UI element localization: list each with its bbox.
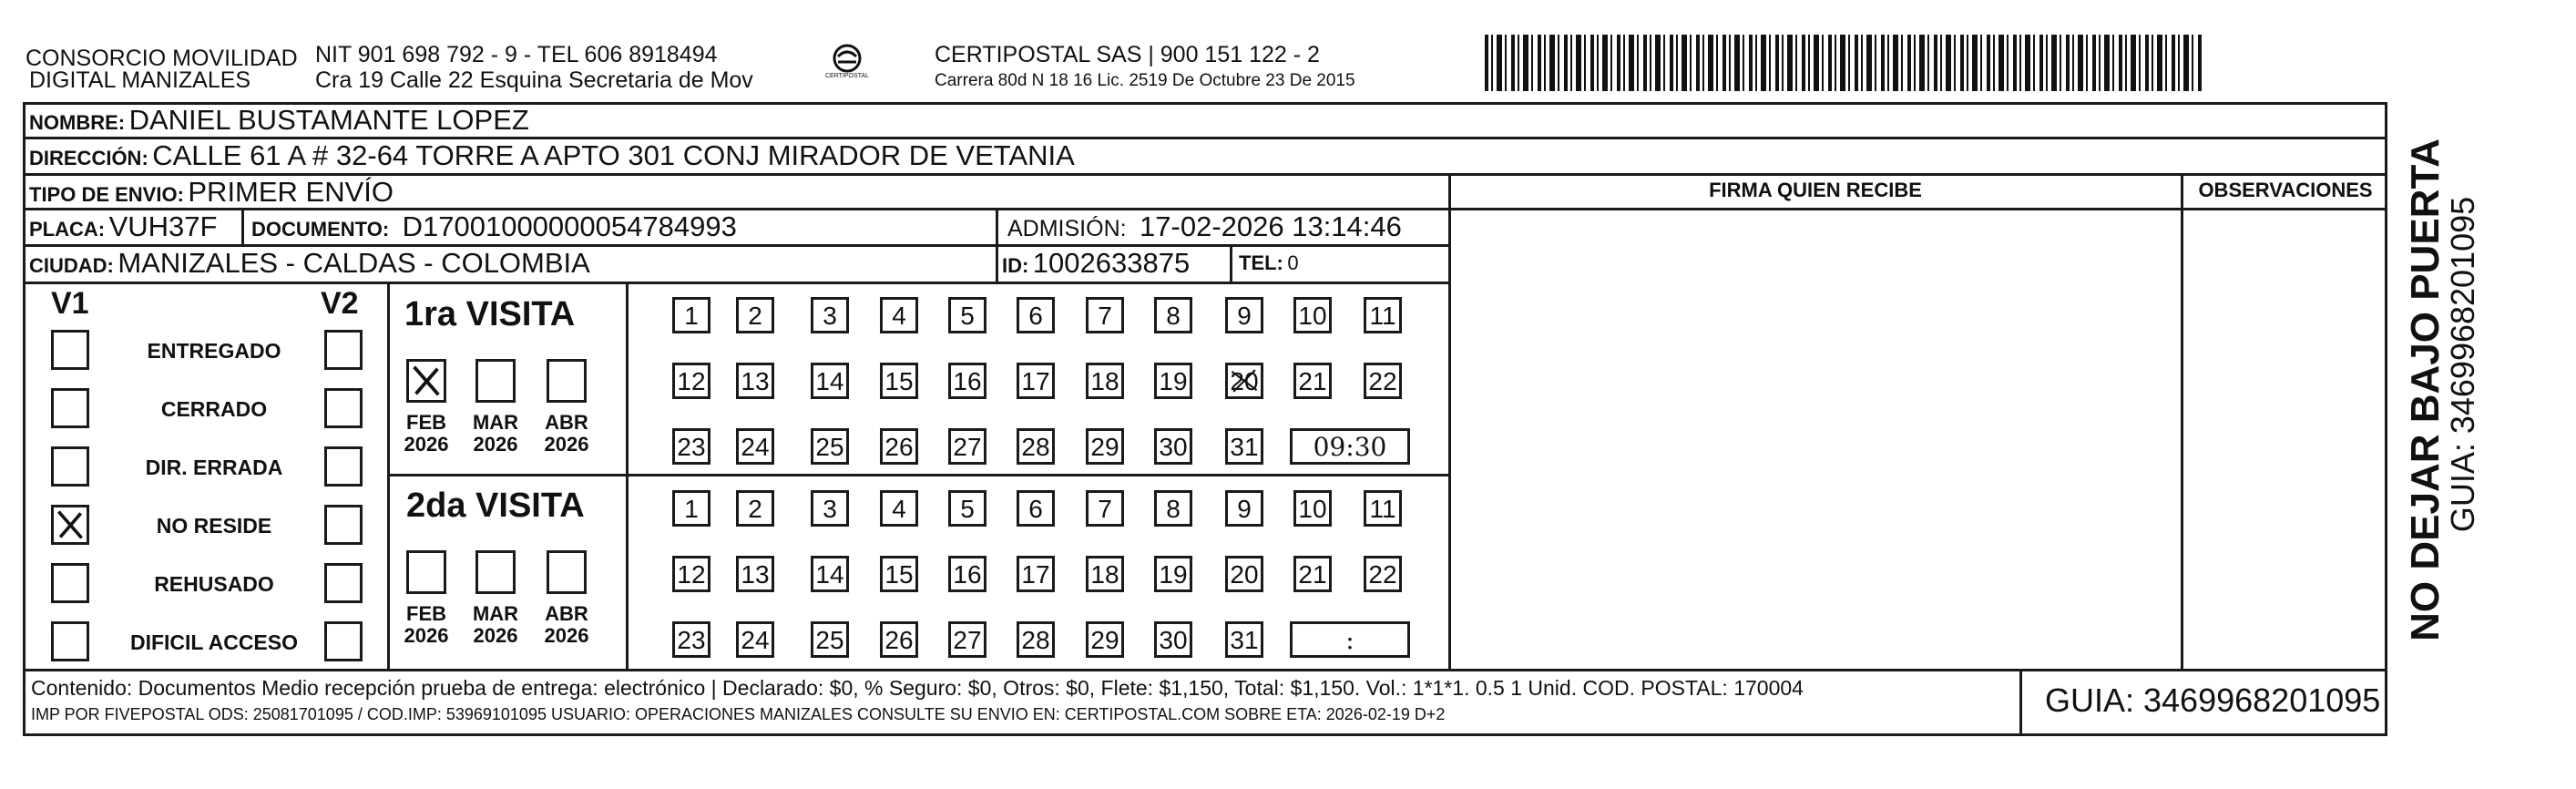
visit2-day-11[interactable] (1364, 490, 1402, 527)
logo-caption: CERTIPOSTAL (825, 73, 869, 79)
visit1-day-19[interactable] (1154, 363, 1192, 399)
month-name: ABR (545, 411, 588, 434)
day-number: 24 (741, 433, 770, 461)
v1-header: V1 (51, 286, 89, 321)
visit2-day-14[interactable] (811, 556, 849, 592)
visit2-day-29[interactable] (1086, 621, 1124, 658)
visit2-day-25[interactable] (811, 621, 849, 658)
day-number: 30 (1159, 626, 1188, 654)
visit2-month-checkbox[interactable] (475, 550, 516, 594)
visit2-day-7[interactable] (1086, 490, 1124, 527)
status-label: CERRADO (160, 397, 268, 421)
day-number: 29 (1090, 626, 1119, 654)
visit1-day-23[interactable] (672, 428, 710, 465)
month-year: 2026 (544, 624, 589, 647)
visit2-day-5[interactable] (948, 490, 986, 527)
visit1-day-12[interactable] (672, 363, 710, 399)
day-number: 14 (815, 367, 844, 395)
day-number: 11 (1369, 302, 1396, 330)
month-name: FEB (406, 602, 446, 625)
visit1-month-label (400, 412, 453, 456)
day-number: 17 (1021, 560, 1050, 589)
day-number: 26 (884, 626, 914, 654)
status-label: ENTREGADO (147, 339, 281, 363)
day-number: 25 (815, 433, 844, 461)
observations-header: OBSERVACIONES (2198, 179, 2373, 201)
visit1-month-checkbox[interactable] (406, 359, 446, 403)
visit1-day-17[interactable] (1017, 363, 1055, 399)
admission-label: ADMISIÓN: (1007, 216, 1127, 241)
plate-field (29, 210, 217, 243)
day-number: 24 (741, 626, 770, 654)
visit1-month-label (469, 412, 522, 456)
day-number: 3 (823, 302, 837, 330)
visit2-day-20[interactable] (1225, 556, 1263, 592)
visit2-day-23[interactable] (672, 621, 710, 658)
tel-label: TEL: (1239, 251, 1283, 274)
day-number: 7 (1098, 495, 1112, 523)
day-number: 8 (1166, 495, 1181, 523)
tel-value: 0 (1287, 251, 1299, 274)
visit1-day-14[interactable] (811, 363, 849, 399)
day-number: 27 (953, 433, 982, 461)
day-number: 23 (677, 433, 706, 461)
document-value: D17001000000054784993 (402, 210, 737, 242)
visit1-day-1[interactable] (672, 297, 710, 333)
name-label: NOMBRE: (29, 111, 126, 134)
day-number: 10 (1298, 495, 1327, 523)
visit2-day-22[interactable] (1364, 556, 1402, 592)
document-field (251, 210, 737, 243)
visit2-day-9[interactable] (1225, 490, 1263, 527)
day-number: 6 (1028, 495, 1043, 523)
day-number: 14 (815, 560, 844, 589)
visit1-time-box[interactable]: 09:30 (1290, 428, 1410, 465)
day-number: 8 (1166, 302, 1181, 330)
visit1-day-16[interactable] (948, 363, 986, 399)
visit2-day-31[interactable] (1225, 621, 1263, 658)
visit1-day-27[interactable] (948, 428, 986, 465)
day-number: 3 (823, 495, 837, 523)
city-value: MANIZALES - CALDAS - COLOMBIA (118, 247, 590, 279)
day-number: 11 (1369, 495, 1396, 523)
day-number: 27 (953, 626, 982, 654)
visit1-title: 1ra VISITA (404, 295, 576, 333)
visit1-day-8[interactable] (1154, 297, 1192, 333)
visit1-month-checkbox[interactable] (475, 359, 516, 403)
no-under-door-warning: NO DEJAR BAJO PUERTA (2403, 138, 2448, 641)
day-number: 12 (677, 560, 706, 589)
visit1-day-3[interactable] (811, 297, 849, 333)
visit1-day-28[interactable] (1017, 428, 1055, 465)
month-year: 2026 (473, 624, 518, 647)
tel-field (1239, 251, 1299, 275)
certipostal-logo (820, 40, 874, 95)
status-label: DIFICIL ACCESO (129, 630, 298, 654)
recipient-address: CALLE 61 A # 32-64 TORRE A APTO 301 CONJ MIRADOR DE VETANIA (152, 139, 1075, 171)
shipment-type: PRIMER ENVÍO (188, 176, 394, 208)
visit2-day-16[interactable] (948, 556, 986, 592)
visit2-day-21[interactable] (1293, 556, 1332, 592)
visit1-day-25[interactable] (811, 428, 849, 465)
visit1-day-29[interactable] (1086, 428, 1124, 465)
day-number: 31 (1230, 626, 1259, 654)
day-number: 28 (1021, 433, 1050, 461)
company-name-line1: CONSORCIO MOVILIDAD (26, 46, 298, 71)
month-year: 2026 (473, 433, 518, 456)
visit2-day-17[interactable] (1017, 556, 1055, 592)
carrier-name: CERTIPOSTAL SAS | 900 151 122 - 2 (935, 42, 1320, 67)
day-number: 23 (677, 626, 706, 654)
observations-area[interactable] (2186, 213, 2383, 665)
day-number: 13 (741, 367, 770, 395)
visit1-day-4[interactable] (880, 297, 918, 333)
visit2-day-27[interactable] (948, 621, 986, 658)
day-number: 13 (741, 560, 770, 589)
v2-checkbox[interactable] (324, 330, 363, 370)
visit1-day-13[interactable] (736, 363, 774, 399)
day-number: 19 (1159, 367, 1188, 395)
shipment-label: TIPO DE ENVIO: (29, 183, 184, 206)
month-name: FEB (406, 411, 446, 434)
day-number: 22 (1368, 367, 1397, 395)
v2-checkbox[interactable] (324, 621, 363, 661)
day-number: 21 (1298, 367, 1327, 395)
day-number: 2 (748, 495, 762, 523)
visit1-day-11[interactable] (1364, 297, 1402, 333)
day-number: 4 (892, 302, 906, 330)
imp-line: IMP POR FIVEPOSTAL ODS: 25081701095 / COD.IMP: 53969101095 USUARIO: OPERACIONES MANIZALES CONSULTE SU ENVIO EN: CERTIPOSTAL.COM SOBRE ETA: 2026-02-19 D+2 (31, 705, 1446, 723)
day-number: 21 (1298, 560, 1327, 589)
day-number: 26 (884, 433, 914, 461)
visit2-day-13[interactable] (736, 556, 774, 592)
day-number: 19 (1159, 560, 1188, 589)
day-number: 5 (960, 495, 975, 523)
day-number: 1 (684, 495, 699, 523)
visit1-day-2[interactable] (736, 297, 774, 333)
plate-value: VUH37F (108, 210, 218, 242)
side-guide-block (2443, 133, 2483, 647)
visit1-day-10[interactable] (1293, 297, 1332, 333)
visit1-day-15[interactable] (880, 363, 918, 399)
month-name: MAR (472, 602, 519, 625)
month-year: 2026 (404, 624, 449, 647)
day-number: 29 (1090, 433, 1119, 461)
recipient-name: DANIEL BUSTAMANTE LOPEZ (128, 104, 529, 136)
visit2-month-checkbox[interactable] (406, 550, 446, 594)
visit1-day-21[interactable] (1293, 363, 1332, 399)
visit2-day-4[interactable] (880, 490, 918, 527)
address-label: DIRECCIÓN: (29, 147, 148, 169)
visit2-day-3[interactable] (811, 490, 849, 527)
visit2-time-box[interactable]: : (1290, 621, 1410, 658)
id-label: ID: (1002, 254, 1029, 277)
day-number: 15 (884, 367, 914, 395)
day-number: 10 (1298, 302, 1327, 330)
signature-header: FIRMA QUIEN RECIBE (1709, 179, 1922, 201)
id-value: 1002633875 (1032, 247, 1191, 279)
day-number: 31 (1230, 433, 1259, 461)
status-label: REHUSADO (154, 572, 274, 596)
sender-address: Cra 19 Calle 22 Esquina Secretaria de Mov (315, 67, 753, 93)
visit2-day-12[interactable] (672, 556, 710, 592)
v2-header: V2 (321, 286, 359, 321)
visit1-day-24[interactable] (736, 428, 774, 465)
visit2-month-label (469, 603, 522, 647)
month-year: 2026 (544, 433, 589, 456)
day-number: 9 (1237, 495, 1252, 523)
visit1-day-26[interactable] (880, 428, 918, 465)
content-line: Contenido: Documentos Medio recepción prueba de entrega: electrónico | Declarado: $0, % Seguro: $0, Otros: $0, Flete: $1,150, Total: $1,150. Vol.: 1*1*1. 0.5 1 Unid. COD. POSTAL: 170004 (31, 676, 1804, 700)
visit1-day-22[interactable] (1364, 363, 1402, 399)
visit2-day-8[interactable] (1154, 490, 1192, 527)
admission-field (1007, 210, 1402, 243)
status-label: DIR. ERRADA (145, 456, 283, 479)
day-number: 20 (1230, 560, 1259, 589)
day-number: 18 (1090, 367, 1119, 395)
visit2-title: 2da VISITA (406, 487, 585, 525)
barcode (1485, 35, 2204, 91)
document-label: DOCUMENTO: (251, 218, 390, 241)
month-name: MAR (472, 411, 519, 434)
city-field (29, 247, 590, 280)
visit1-day-5[interactable] (948, 297, 986, 333)
plate-label: PLACA: (29, 218, 106, 241)
v2-checkbox[interactable] (324, 505, 363, 545)
visit2-day-10[interactable] (1293, 490, 1332, 527)
day-number: 22 (1368, 560, 1397, 589)
name-row (29, 104, 529, 137)
month-year: 2026 (404, 433, 449, 456)
day-number: 20 (1230, 367, 1259, 395)
day-number: 4 (892, 495, 906, 523)
v2-checkbox[interactable] (324, 563, 363, 603)
signature-area[interactable] (1454, 213, 2177, 665)
address-row (29, 139, 1075, 172)
visit2-day-30[interactable] (1154, 621, 1192, 658)
visit2-month-label (540, 603, 593, 647)
day-number: 30 (1159, 433, 1188, 461)
visit2-month-checkbox[interactable] (547, 550, 587, 594)
day-number: 15 (884, 560, 914, 589)
carrier-address: Carrera 80d N 18 16 Lic. 2519 De Octubre 23 De 2015 (935, 71, 1355, 90)
visit2-day-18[interactable] (1086, 556, 1124, 592)
day-number: 2 (748, 302, 762, 330)
day-number: 18 (1090, 560, 1119, 589)
id-field (1002, 247, 1190, 280)
nit-line: NIT 901 698 792 - 9 - TEL 606 8918494 (315, 42, 718, 67)
day-number: 1 (684, 302, 699, 330)
visit1-day-18[interactable] (1086, 363, 1124, 399)
city-label: CIUDAD: (29, 254, 114, 277)
visit1-day-9[interactable] (1225, 297, 1263, 333)
v2-checkbox[interactable] (324, 388, 363, 428)
visit2-day-26[interactable] (880, 621, 918, 658)
month-name: ABR (545, 602, 588, 625)
visit2-day-15[interactable] (880, 556, 918, 592)
visit1-month-checkbox[interactable] (547, 359, 587, 403)
day-number: 16 (953, 560, 982, 589)
visit1-day-6[interactable] (1017, 297, 1055, 333)
day-number: 5 (960, 302, 975, 330)
visit1-day-7[interactable] (1086, 297, 1124, 333)
admission-date: 17-02-2026 13:14:46 (1140, 210, 1402, 242)
day-number: 16 (953, 367, 982, 395)
visit2-day-19[interactable] (1154, 556, 1192, 592)
v2-checkbox[interactable] (324, 446, 363, 487)
visit2-day-2[interactable] (736, 490, 774, 527)
side-guide-number: GUIA: 3469968201095 (2444, 196, 2481, 533)
company-name-line2: DIGITAL MANIZALES (29, 67, 251, 93)
visit2-day-1[interactable] (672, 490, 710, 527)
day-number: 25 (815, 626, 844, 654)
visit2-day-6[interactable] (1017, 490, 1055, 527)
day-number: 7 (1098, 302, 1112, 330)
day-number: 17 (1021, 367, 1050, 395)
visit2-day-24[interactable] (736, 621, 774, 658)
day-number: 28 (1021, 626, 1050, 654)
day-number: 9 (1237, 302, 1252, 330)
visit1-day-30[interactable] (1154, 428, 1192, 465)
visit2-day-28[interactable] (1017, 621, 1055, 658)
footer-guide-number: GUIA: 3469968201095 (2045, 681, 2381, 719)
status-label: NO RESIDE (156, 514, 272, 538)
visit1-day-20[interactable] (1225, 363, 1263, 399)
day-number: 12 (677, 367, 706, 395)
shipment-row (29, 176, 394, 209)
visit2-month-label (400, 603, 453, 647)
visit1-month-label (540, 412, 593, 456)
day-number: 6 (1028, 302, 1043, 330)
visit1-day-31[interactable] (1225, 428, 1263, 465)
